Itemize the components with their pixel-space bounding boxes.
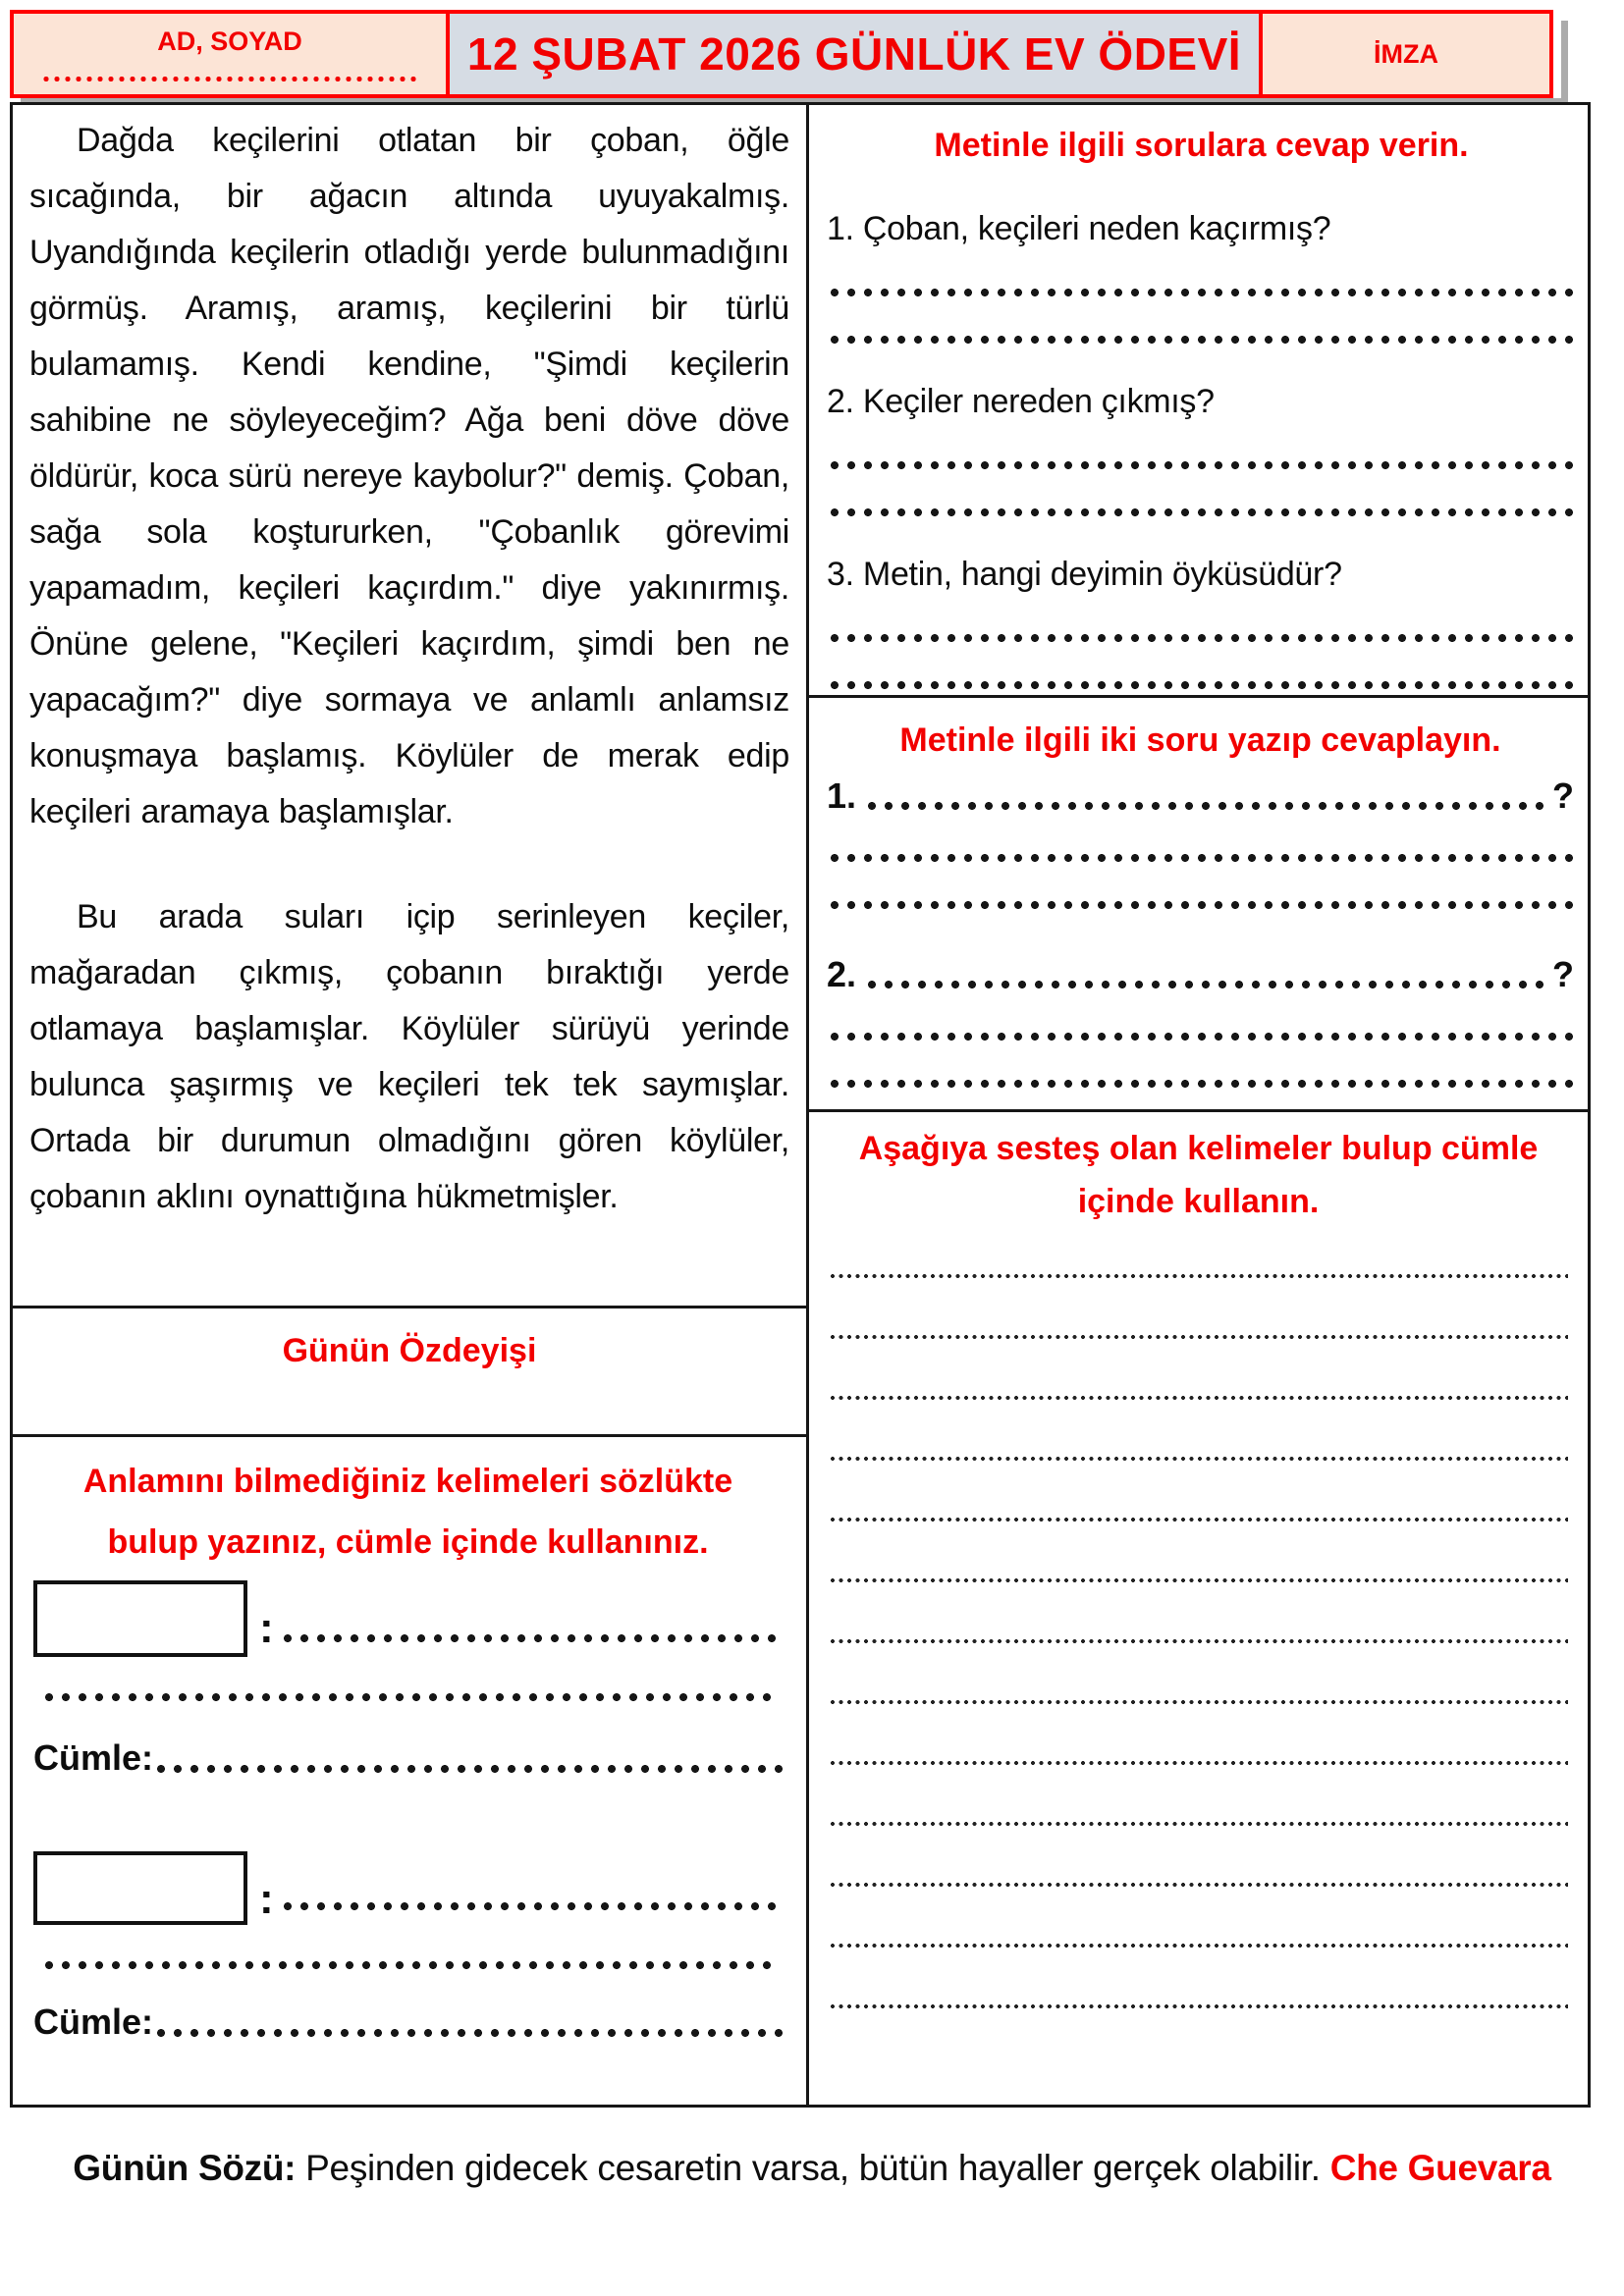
answer-line[interactable] bbox=[829, 1943, 1568, 1949]
word-entry-2 bbox=[33, 1851, 783, 1925]
name-field[interactable] bbox=[10, 10, 450, 98]
sentence-row-1 bbox=[33, 1735, 783, 1781]
answer-line[interactable] bbox=[827, 335, 1576, 345]
sentence-line-2[interactable] bbox=[153, 2028, 783, 2038]
story-section bbox=[10, 102, 809, 1308]
write-questions-section bbox=[806, 695, 1591, 1112]
own-question-2-number: 2. bbox=[827, 954, 857, 994]
question-2-number: 2. bbox=[827, 383, 854, 420]
homophones-section bbox=[806, 1109, 1591, 2108]
questions-title: Metinle ilgili sorulara cevap verin. bbox=[934, 127, 1469, 164]
question-3-number: 3. bbox=[827, 556, 854, 593]
dictionary-title: Anlamını bilmediğiniz kelimeleri sözlükte bulup yazınız, cümle içinde kullanınız. bbox=[82, 1463, 733, 1561]
question-1 bbox=[827, 207, 1576, 250]
word-box-1[interactable] bbox=[33, 1580, 247, 1657]
dictionary-section bbox=[10, 1434, 809, 2108]
colon-separator: : bbox=[259, 1604, 274, 1652]
answer-line[interactable] bbox=[827, 900, 1574, 910]
answer-line[interactable] bbox=[829, 1577, 1568, 1583]
homophone-lines bbox=[829, 1273, 1568, 2009]
question-1-text: Çoban, keçileri neden kaçırmış? bbox=[862, 210, 1331, 247]
colon-separator: : bbox=[259, 1875, 274, 1923]
signature-label: İMZA bbox=[1374, 38, 1438, 69]
worksheet-title: 12 ŞUBAT 2026 GÜNLÜK EV ÖDEVİ bbox=[466, 28, 1242, 80]
name-label: AD, SOYAD bbox=[157, 27, 302, 56]
answer-line[interactable] bbox=[827, 633, 1576, 643]
meaning-line-1[interactable] bbox=[280, 1633, 783, 1643]
answer-line[interactable] bbox=[829, 1882, 1568, 1888]
answer-line[interactable] bbox=[827, 288, 1576, 297]
own-question-1 bbox=[827, 776, 1574, 816]
daily-quote-label: Günün Sözü: bbox=[73, 2148, 297, 2188]
answer-line[interactable] bbox=[829, 1334, 1568, 1340]
question-2-text: Keçiler nereden çıkmış? bbox=[862, 383, 1215, 420]
story-paragraph-2: Bu arada suları içip serinleyen keçiler, mağaradan çıkmış, çobanın bıraktığı yerde otlamaya başlamışlar. Köylüler sürüyü yerinde bulunca şaşırmış ve keçileri tek tek saymışlar. Ortada bir durumun olmadığını gören köylüler, çobanın aklını oynattığına hükmetmişler. bbox=[29, 898, 789, 1215]
sentence-label-1: Cümle: bbox=[33, 1737, 154, 1778]
word-box-2[interactable] bbox=[33, 1851, 247, 1925]
daily-motto-box bbox=[10, 1306, 809, 1437]
daily-quote-text: Peşinden gidecek cesaretin varsa, bütün hayaller gerçek olabilir. bbox=[305, 2148, 1321, 2188]
question-1-number: 1. bbox=[827, 210, 854, 247]
answer-line[interactable] bbox=[829, 1638, 1568, 1644]
question-mark: ? bbox=[1552, 954, 1574, 994]
answer-line[interactable] bbox=[829, 1273, 1568, 1279]
answer-line[interactable] bbox=[827, 507, 1576, 517]
own-question-line[interactable] bbox=[864, 801, 1548, 811]
meaning-line-1-cont[interactable] bbox=[41, 1692, 779, 1702]
daily-motto-title: Günün Özdeyişi bbox=[282, 1332, 537, 1369]
word-entry-1 bbox=[33, 1580, 783, 1657]
answer-line[interactable] bbox=[829, 1517, 1568, 1522]
answer-line[interactable] bbox=[829, 1395, 1568, 1401]
story-paragraph-1: Dağda keçilerini otlatan bir çoban, öğle sıcağında, bir ağacın altında uyuyakalmış. Uyandığında keçilerin otladığı yerde bulunmadığını görmüş. Aramış, aramış, keçilerini bir türlü bulamamış. Kendi kendine, "Şimdi keçilerin sahibine ne söyleyeceğim? Ağa beni döve döve öldürür, koca sürü nereye kaybolur?" demiş. Çoban, sağa sola koştururken, "Çobanlık görevimi yapamadım, keçileri kaçırdım." diye yakınırmış. Önüne gelene, "Keçileri kaçırdım, şimdi ben ne yapacağım?" diye sormaya ve anlamlı anlamsız konuşmaya başlamış. Köylüler de merak edip keçileri aramaya başlamışlar. bbox=[29, 122, 789, 830]
answer-line[interactable] bbox=[829, 1456, 1568, 1462]
meaning-line-2-cont[interactable] bbox=[41, 1960, 779, 1970]
question-3 bbox=[827, 553, 1576, 596]
answer-line[interactable] bbox=[827, 1032, 1574, 1041]
own-question-2 bbox=[827, 955, 1574, 994]
question-2 bbox=[827, 380, 1576, 423]
sentence-row-2 bbox=[33, 2000, 783, 2045]
answer-line[interactable] bbox=[827, 680, 1576, 690]
own-question-1-number: 1. bbox=[827, 775, 857, 816]
answer-line[interactable] bbox=[829, 1699, 1568, 1705]
answer-line[interactable] bbox=[827, 460, 1576, 470]
meaning-line-2[interactable] bbox=[280, 1901, 783, 1911]
answer-line[interactable] bbox=[829, 1821, 1568, 1827]
own-question-line[interactable] bbox=[864, 980, 1548, 989]
question-mark: ? bbox=[1552, 775, 1574, 816]
question-3-text: Metin, hangi deyimin öyküsüdür? bbox=[862, 556, 1342, 593]
daily-quote bbox=[0, 2148, 1624, 2189]
name-entry-line[interactable] bbox=[41, 76, 418, 82]
sentence-line-1[interactable] bbox=[153, 1764, 783, 1774]
write-questions-title: Metinle ilgili iki soru yazıp cevaplayın. bbox=[899, 721, 1501, 759]
worksheet-title-cell bbox=[446, 10, 1263, 98]
answer-line[interactable] bbox=[829, 2003, 1568, 2009]
answer-line[interactable] bbox=[827, 1079, 1574, 1089]
answer-line[interactable] bbox=[829, 1760, 1568, 1766]
signature-field[interactable] bbox=[1259, 10, 1553, 98]
homophones-title: Aşağıya sesteş olan kelimeler bulup cümle içinde kullanın. bbox=[858, 1130, 1539, 1220]
questions-section bbox=[806, 102, 1591, 698]
header bbox=[10, 10, 1561, 98]
sentence-label-2: Cümle: bbox=[33, 2002, 154, 2042]
answer-line[interactable] bbox=[827, 853, 1574, 863]
daily-quote-author: Che Guevara bbox=[1329, 2148, 1551, 2188]
